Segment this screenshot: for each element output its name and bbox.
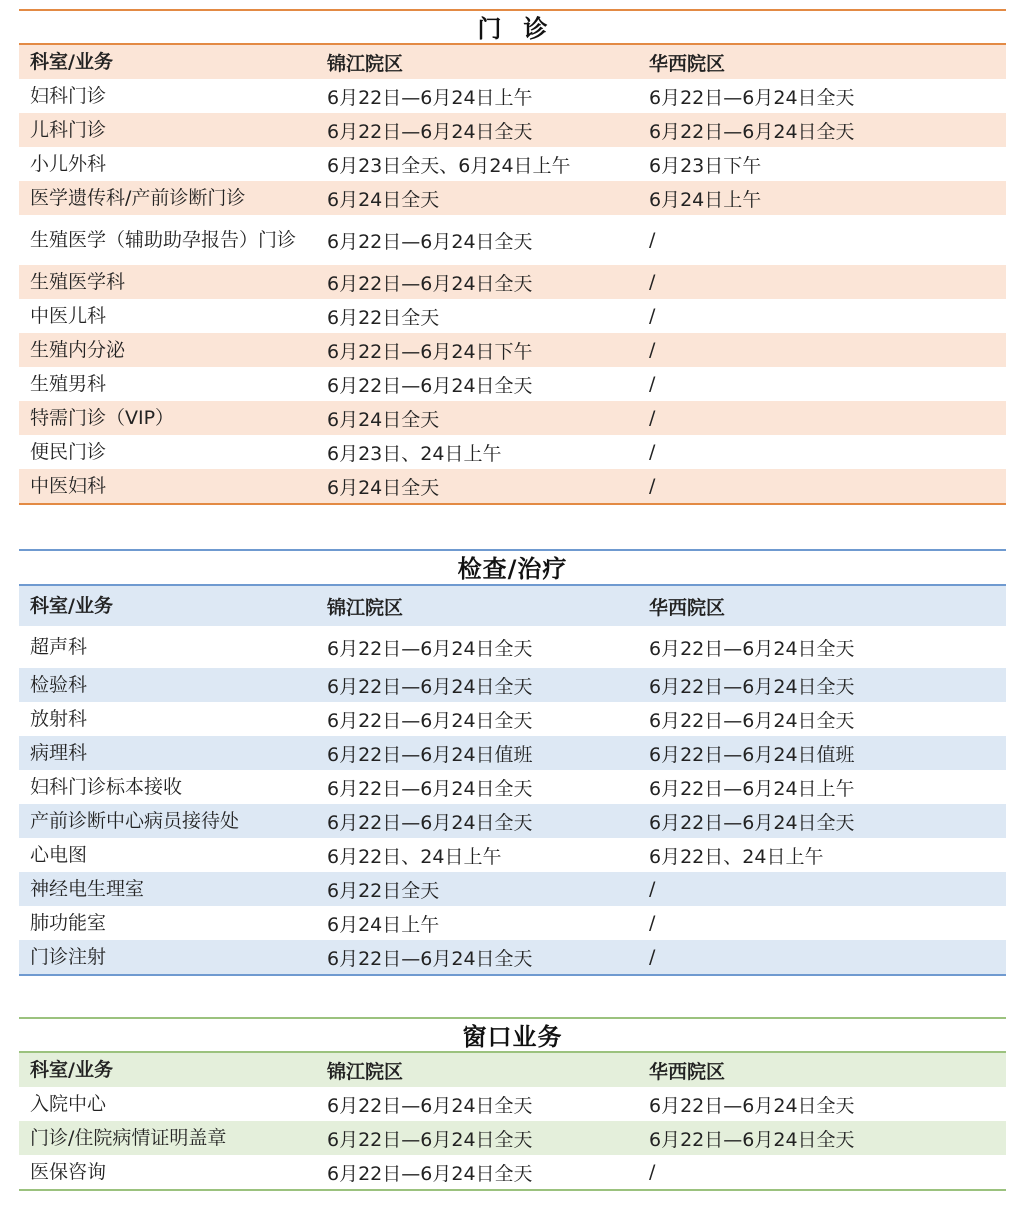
huaxi-cell: / <box>649 1161 656 1183</box>
huaxi-cell: / <box>649 878 656 900</box>
department-cell: 特需门诊（VIP） <box>30 407 175 429</box>
department-cell: 中医妇科 <box>30 475 107 497</box>
column-header-department: 科室/业务 <box>30 51 113 73</box>
huaxi-cell: 6月22日—6月24日全天 <box>649 1094 855 1117</box>
jinjiang-cell: 6月22日—6月24日全天 <box>327 120 533 143</box>
department-cell: 医学遗传科/产前诊断门诊 <box>30 187 246 209</box>
table-row <box>19 265 1006 299</box>
jinjiang-cell: 6月22日—6月24日上午 <box>327 86 533 109</box>
section-title: 门诊 <box>19 9 1006 45</box>
department-cell: 门诊/住院病情证明盖章 <box>30 1127 227 1149</box>
jinjiang-cell: 6月23日全天、6月24日上午 <box>327 154 571 177</box>
huaxi-cell: 6月22日—6月24日全天 <box>649 86 855 109</box>
table-row <box>19 1087 1006 1121</box>
department-cell: 生殖内分泌 <box>30 339 126 361</box>
table-row <box>19 838 1006 872</box>
department-cell: 入院中心 <box>30 1093 107 1115</box>
column-header-jinjiang: 锦江院区 <box>327 1060 404 1083</box>
huaxi-cell: 6月22日—6月24日全天 <box>649 1128 855 1151</box>
department-cell: 生殖医学（辅助助孕报告）门诊 <box>30 229 297 251</box>
department-cell: 病理科 <box>30 742 88 764</box>
table-row <box>19 469 1006 503</box>
jinjiang-cell: 6月24日全天 <box>327 188 440 211</box>
column-header-huaxi: 华西院区 <box>649 1060 726 1083</box>
jinjiang-cell: 6月22日—6月24日值班 <box>327 743 533 766</box>
jinjiang-cell: 6月22日—6月24日全天 <box>327 947 533 970</box>
exam-treatment-table <box>19 586 1006 976</box>
outpatient-table <box>19 45 1006 505</box>
table-row <box>19 113 1006 147</box>
table-row <box>19 79 1006 113</box>
jinjiang-cell: 6月22日、24日上午 <box>327 845 502 868</box>
jinjiang-cell: 6月22日—6月24日全天 <box>327 709 533 732</box>
department-cell: 门诊注射 <box>30 946 107 968</box>
huaxi-cell: / <box>649 339 656 361</box>
jinjiang-cell: 6月22日—6月24日全天 <box>327 1128 533 1151</box>
huaxi-cell: / <box>649 305 656 327</box>
jinjiang-cell: 6月22日—6月24日全天 <box>327 1162 533 1185</box>
department-cell: 检验科 <box>30 674 88 696</box>
column-header-huaxi: 华西院区 <box>649 52 726 75</box>
window-services-section <box>19 1017 1006 1191</box>
jinjiang-cell: 6月22日全天 <box>327 879 440 902</box>
department-cell: 便民门诊 <box>30 441 107 463</box>
jinjiang-cell: 6月24日全天 <box>327 476 440 499</box>
column-header-jinjiang: 锦江院区 <box>327 52 404 75</box>
department-cell: 儿科门诊 <box>30 119 107 141</box>
huaxi-cell: 6月22日—6月24日全天 <box>649 120 855 143</box>
column-header-department: 科室/业务 <box>30 595 113 617</box>
huaxi-cell: 6月22日、24日上午 <box>649 845 824 868</box>
table-header <box>19 1053 1006 1087</box>
jinjiang-cell: 6月22日—6月24日全天 <box>327 777 533 800</box>
huaxi-cell: 6月22日—6月24日全天 <box>649 811 855 834</box>
table-row <box>19 736 1006 770</box>
department-cell: 放射科 <box>30 708 88 730</box>
huaxi-cell: 6月22日—6月24日值班 <box>649 743 855 766</box>
table-row <box>19 215 1006 265</box>
department-cell: 妇科门诊标本接收 <box>30 776 183 798</box>
jinjiang-cell: 6月24日全天 <box>327 408 440 431</box>
huaxi-cell: 6月22日—6月24日上午 <box>649 777 855 800</box>
huaxi-cell: / <box>649 946 656 968</box>
huaxi-cell: / <box>649 912 656 934</box>
huaxi-cell: 6月23日下午 <box>649 154 762 177</box>
huaxi-cell: 6月22日—6月24日全天 <box>649 709 855 732</box>
department-cell: 中医儿科 <box>30 305 107 327</box>
jinjiang-cell: 6月22日—6月24日全天 <box>327 272 533 295</box>
table-row <box>19 702 1006 736</box>
table-row <box>19 668 1006 702</box>
table-row <box>19 626 1006 668</box>
table-row <box>19 181 1006 215</box>
huaxi-cell: / <box>649 373 656 395</box>
huaxi-cell: / <box>649 475 656 497</box>
jinjiang-cell: 6月22日—6月24日全天 <box>327 811 533 834</box>
outpatient-section <box>19 9 1006 505</box>
jinjiang-cell: 6月22日—6月24日全天 <box>327 637 533 660</box>
jinjiang-cell: 6月24日上午 <box>327 913 440 936</box>
department-cell: 小儿外科 <box>30 153 107 175</box>
table-row <box>19 401 1006 435</box>
department-cell: 产前诊断中心病员接待处 <box>30 810 240 832</box>
jinjiang-cell: 6月22日—6月24日全天 <box>327 230 533 253</box>
table-row <box>19 367 1006 401</box>
section-title: 检查/治疗 <box>19 549 1006 586</box>
huaxi-cell: / <box>649 407 656 429</box>
department-cell: 医保咨询 <box>30 1161 107 1183</box>
jinjiang-cell: 6月22日—6月24日下午 <box>327 340 533 363</box>
department-cell: 肺功能室 <box>30 912 107 934</box>
department-cell: 生殖医学科 <box>30 271 126 293</box>
department-cell: 妇科门诊 <box>30 85 107 107</box>
jinjiang-cell: 6月22日—6月24日全天 <box>327 1094 533 1117</box>
column-header-department: 科室/业务 <box>30 1059 113 1081</box>
section-title: 窗口业务 <box>19 1017 1006 1053</box>
huaxi-cell: / <box>649 271 656 293</box>
table-header <box>19 45 1006 79</box>
huaxi-cell: / <box>649 229 656 251</box>
table-row <box>19 940 1006 974</box>
table-row <box>19 299 1006 333</box>
jinjiang-cell: 6月22日全天 <box>327 306 440 329</box>
jinjiang-cell: 6月22日—6月24日全天 <box>327 374 533 397</box>
department-cell: 生殖男科 <box>30 373 107 395</box>
table-row <box>19 435 1006 469</box>
exam-treatment-section <box>19 549 1006 976</box>
table-row <box>19 804 1006 838</box>
huaxi-cell: / <box>649 441 656 463</box>
column-header-huaxi: 华西院区 <box>649 596 726 619</box>
department-cell: 神经电生理室 <box>30 878 145 900</box>
column-header-jinjiang: 锦江院区 <box>327 596 404 619</box>
jinjiang-cell: 6月22日—6月24日全天 <box>327 675 533 698</box>
huaxi-cell: 6月22日—6月24日全天 <box>649 637 855 660</box>
jinjiang-cell: 6月23日、24日上午 <box>327 442 502 465</box>
table-row <box>19 1155 1006 1189</box>
department-cell: 超声科 <box>30 636 88 658</box>
table-row <box>19 1121 1006 1155</box>
table-row <box>19 906 1006 940</box>
huaxi-cell: 6月22日—6月24日全天 <box>649 675 855 698</box>
window-services-table <box>19 1053 1006 1191</box>
huaxi-cell: 6月24日上午 <box>649 188 762 211</box>
table-row <box>19 147 1006 181</box>
department-cell: 心电图 <box>30 844 88 866</box>
table-row <box>19 770 1006 804</box>
table-row <box>19 872 1006 906</box>
table-row <box>19 333 1006 367</box>
table-header <box>19 586 1006 626</box>
